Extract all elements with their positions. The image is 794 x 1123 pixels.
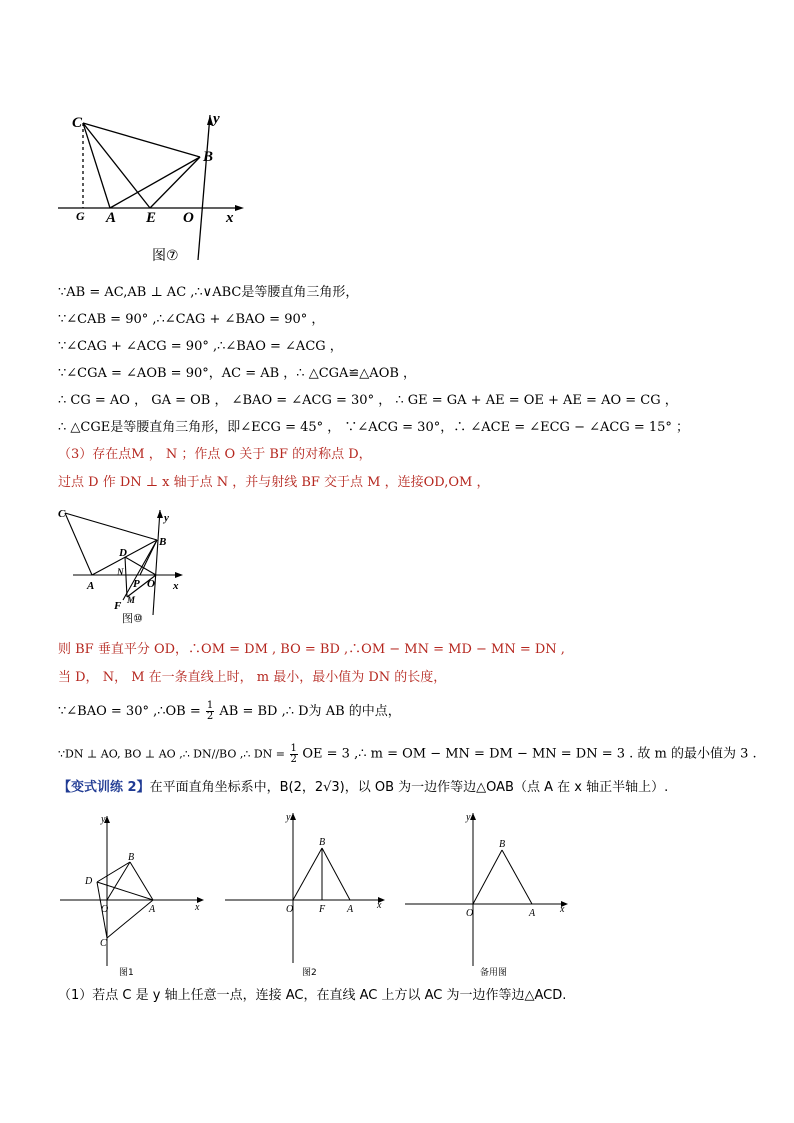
label-A: A xyxy=(149,904,156,915)
label-E: E xyxy=(146,210,157,226)
label-x: x xyxy=(377,900,382,911)
label-y: y xyxy=(101,814,106,825)
proof-line-1: ∵AB = AC,AB ⊥ AC ,∴∨ABC是等腰直角三角形， xyxy=(58,285,359,300)
variant-tag: 【变式训练 2】 xyxy=(58,780,150,795)
label-D: D xyxy=(85,876,93,887)
label-A: A xyxy=(106,210,117,226)
label-x: x xyxy=(173,580,179,592)
variant-training-line xyxy=(58,779,668,797)
line-10-part-a: ∵DN ⊥ AO, BO ⊥ AO ,∴ DN//BO ,∴ DN = xyxy=(58,747,285,761)
label-A: A xyxy=(529,908,536,919)
label-B: B xyxy=(128,852,135,863)
label-A: A xyxy=(347,904,354,915)
proof-line-9 xyxy=(58,701,401,722)
label-B: B xyxy=(203,149,214,165)
part3-line-1: （3）存在点M ， N ；作点 O 关于 BF 的对称点 D， xyxy=(58,447,372,462)
proof-line-8: 当 D， N， M 在一条直线上时， m 最小，最小值为 DN 的长度， xyxy=(58,670,447,685)
label-x: x xyxy=(226,210,234,226)
label-M: M xyxy=(127,595,136,605)
label-x: x xyxy=(195,902,200,913)
label-y: y xyxy=(213,111,220,127)
part3-line-2: 过点 D 作 DN ⊥ x 轴于点 N ，并与射线 BF 交于点 M ，连接OD,OM ， xyxy=(58,475,490,490)
line-9-part-a: ∵∠BAO = 30° ,∴OB = xyxy=(58,704,201,719)
label-G: G xyxy=(76,209,85,223)
figure-1-caption: 图1 xyxy=(119,968,134,978)
figure-10-caption: 图⑩ xyxy=(122,612,143,625)
proof-line-2: ∵∠CAB = 90° ,∴∠CAG + ∠BAO = 90° ， xyxy=(58,312,325,327)
label-B: B xyxy=(159,536,167,548)
proof-line-10 xyxy=(58,744,757,765)
fraction-half: $\frac{1}{2}$ xyxy=(206,700,214,722)
figure-2 xyxy=(220,808,390,983)
label-x: x xyxy=(560,904,565,915)
label-C: C xyxy=(72,115,83,131)
label-C: C xyxy=(58,508,66,520)
proof-line-6: ∴ △CGE是等腰直角三角形，即∠ECG = 45° ， ∵∠ACG = 30°，∴ ∠ACE = ∠ECG − ∠ACG = 15° ； xyxy=(58,420,690,435)
spare-figure-caption: 备用图 xyxy=(480,968,508,978)
figure-7 xyxy=(50,105,260,265)
label-O: O xyxy=(147,578,155,590)
label-O: O xyxy=(183,210,194,226)
label-y: y xyxy=(164,512,169,524)
label-O: O xyxy=(101,904,109,915)
spare-figure xyxy=(400,808,575,983)
label-O: O xyxy=(466,908,474,919)
label-C: C xyxy=(100,938,107,949)
label-y: y xyxy=(286,812,291,823)
proof-line-5: ∴ CG = AO ， GA = OB ， ∠BAO = ∠ACG = 30° ， ∴ GE = GA + AE = OE + AE = AO = CG ， xyxy=(58,393,678,408)
label-O: O xyxy=(286,904,294,915)
line-10-part-b: OE = 3 ,∴ m = OM − MN = DM − MN = DN = 3 . 故 m 的最小值为 3 . xyxy=(302,746,757,762)
figure-7-caption: 图⑦ xyxy=(152,248,179,264)
question-1: （1）若点 C 是 y 轴上任意一点，连接 AC，在直线 AC 上方以 AC 为一边作等边△ACD. xyxy=(58,988,567,1003)
label-F: F xyxy=(114,600,122,612)
label-A: A xyxy=(87,580,95,592)
label-P: P xyxy=(133,578,140,590)
fraction-half: $\frac{1}{2}$ xyxy=(290,743,297,765)
line-9-part-b: AB = BD ,∴ D为 AB 的中点， xyxy=(219,704,401,719)
variant-text: 在平面直角坐标系中，B(2，2√3)，以 OB 为一边作等边△OAB（点 A 在 x 轴正半轴上）. xyxy=(149,780,669,795)
figure-2-caption: 图2 xyxy=(302,968,317,978)
label-B: B xyxy=(499,839,506,850)
label-B: B xyxy=(319,837,326,848)
label-N: N xyxy=(117,567,124,577)
label-y: y xyxy=(466,812,471,823)
label-F: F xyxy=(319,904,326,915)
figure-1 xyxy=(55,808,215,983)
proof-line-7: 则 BF 垂直平分 OD，∴OM = DM , BO = BD ,∴OM − MN = MD − MN = DN , xyxy=(58,642,565,657)
figure-10 xyxy=(55,505,195,630)
proof-line-4: ∵∠CGA = ∠AOB = 90°，AC = AB ，∴ △CGA≌△AOB ， xyxy=(58,366,417,381)
proof-line-3: ∵∠CAG + ∠ACG = 90° ,∴∠BAO = ∠ACG ， xyxy=(58,339,343,354)
label-D: D xyxy=(119,547,127,559)
